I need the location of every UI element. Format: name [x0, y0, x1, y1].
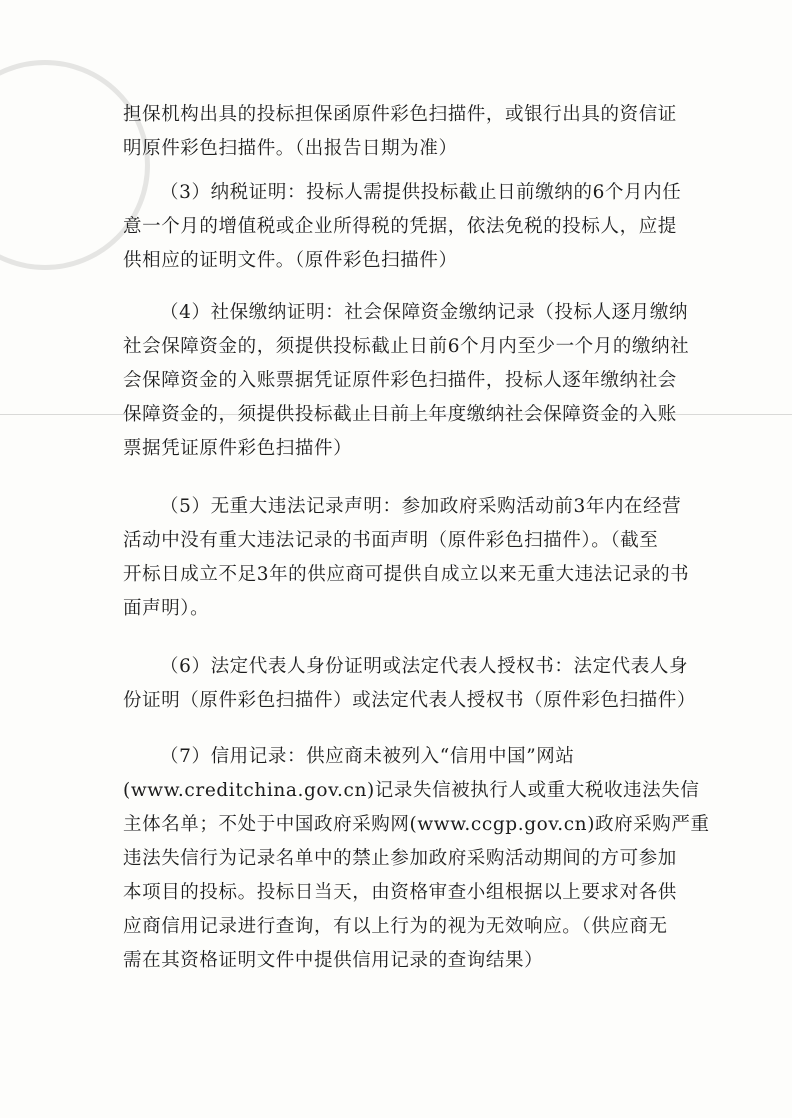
text-line: 活动中没有重大违法记录的书面声明（原件彩色扫描件）。（截至	[123, 530, 659, 551]
text-line: 会保障资金的入账票据凭证原件彩色扫描件，投标人逐年缴纳社会	[123, 370, 677, 391]
paragraph-legal-rep	[123, 650, 697, 718]
text-line: （3）纳税证明：投标人需提供投标截止日前缴纳的6个月内任	[160, 182, 682, 203]
text-line: 份证明（原件彩色扫描件）或法定代表人授权书（原件彩色扫描件）	[123, 690, 697, 711]
paragraph-credit-record	[123, 740, 710, 978]
text-line: 应商信用记录进行查询，有以上行为的视为无效响应。（供应商无	[123, 916, 668, 937]
text-line: （7）信用记录：供应商未被列入“信用中国”网站	[160, 746, 575, 767]
paragraph-no-violation	[123, 490, 690, 626]
text-line: （5）无重大违法记录声明：参加政府采购活动前3年内在经营	[160, 496, 682, 517]
paragraph-tax-proof	[123, 176, 683, 278]
paragraph-social-security	[123, 296, 690, 466]
text-line: 票据凭证原件彩色扫描件）	[123, 438, 353, 459]
text-line: 需在其资格证明文件中提供信用记录的查询结果）	[123, 950, 544, 971]
text-line: (www.creditchina.gov.cn)记录失信被执行人或重大税收违法失信	[123, 780, 700, 801]
text-line: 主体名单；不处于中国政府采购网(www.ccgp.gov.cn)政府采购严重	[123, 814, 710, 835]
text-line: 明原件彩色扫描件。（出报告日期为准）	[123, 138, 458, 159]
text-line: 违法失信行为记录名单中的禁止参加政府采购活动期间的方可参加	[123, 848, 677, 869]
text-line: （4）社保缴纳证明：社会保障资金缴纳记录（投标人逐月缴纳	[160, 302, 689, 323]
text-line: 社会保障资金的，须提供投标截止日前6个月内至少一个月的缴纳社	[123, 336, 690, 357]
paragraph-guarantee	[123, 98, 683, 166]
text-line: 本项目的投标。投标日当天，由资格审查小组根据以上要求对各供	[123, 882, 677, 903]
text-line: 开标日成立不足3年的供应商可提供自成立以来无重大违法记录的书	[123, 564, 690, 585]
text-line: 保障资金的，须提供投标截止日前上年度缴纳社会保障资金的入账	[123, 404, 677, 425]
text-line: 供相应的证明文件。（原件彩色扫描件）	[123, 250, 458, 271]
text-line: 担保机构出具的投标担保函原件彩色扫描件，或银行出具的资信证	[123, 104, 677, 125]
text-line: 面声明）。	[123, 598, 210, 619]
text-line: （6）法定代表人身份证明或法定代表人授权书：法定代表人身	[160, 656, 689, 677]
text-line: 意一个月的增值税或企业所得税的凭据，依法免税的投标人，应提	[123, 216, 677, 237]
